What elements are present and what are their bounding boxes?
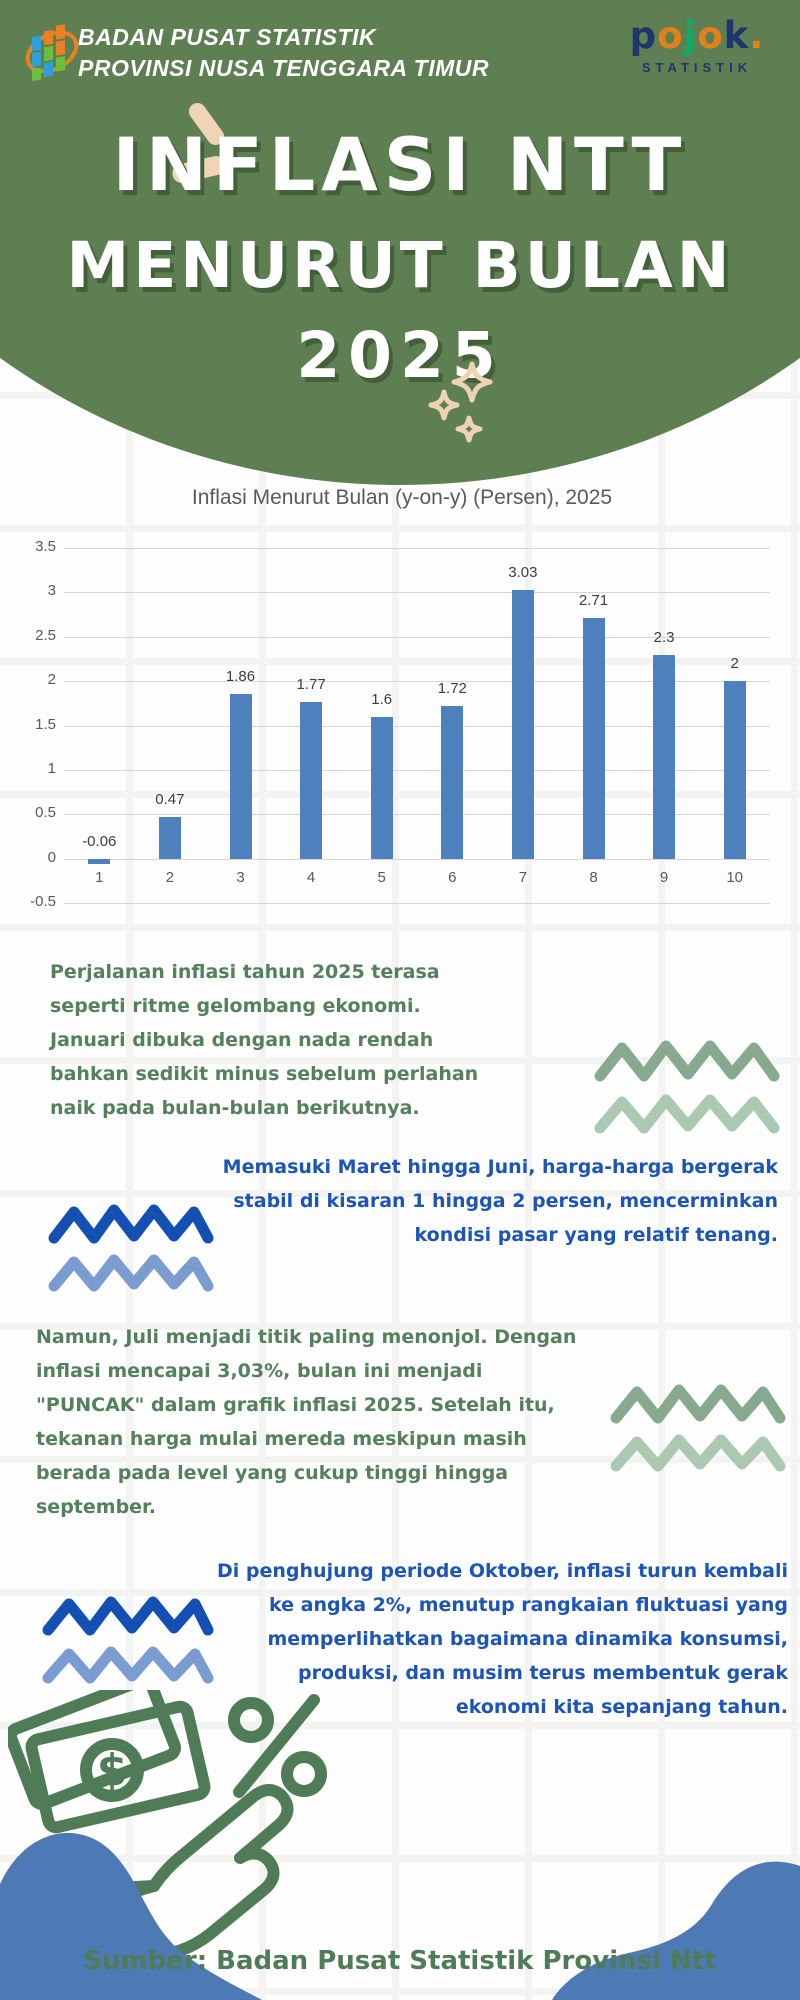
y-axis-tick-label: -0.5 [30,893,56,910]
x-axis-tick-label: 4 [306,868,316,886]
chart-bar [512,590,534,859]
title-line2: MENURUT BULAN [66,229,734,302]
corner-blob-right [552,1852,800,2000]
title-line3: 2025 [296,319,504,392]
paragraph-january: Perjalanan inflasi tahun 2025 terasa seperti ritme gelombang ekonomi. Januari dibuka dengan nada rendah bahkan sedikit minus sebelum perlahan naik pada bulan-bulan berikutnya. [50,961,479,1119]
chart-gridline [64,859,770,860]
chart-bar [300,702,322,859]
paragraph-march-june: Memasuki Maret hingga Juni, harga-harga bergerak stabil di kisaran 1 hingga 2 persen, mencerminkan kondisi pasar yang relatif tenang. [222,1156,778,1246]
page-title [0,112,800,400]
chart-bar [653,655,675,859]
y-axis-tick-label: 1.5 [35,715,56,733]
x-axis-tick-label: 10 [726,868,744,886]
x-axis-tick-label: 6 [448,868,457,886]
pojok-sub-label: STATISTIK [641,60,753,75]
bar-value-label: 2.71 [578,592,609,610]
x-axis-tick-label: 2 [165,868,175,886]
agency-line1: BADAN PUSAT STATISTIK [78,24,376,50]
pojok-letter: p [629,14,658,57]
pojok-wordmark [612,16,782,56]
zigzag-blue-icon [40,1588,215,1693]
y-axis-tick-label: 2 [47,671,56,689]
chart-gridline [64,548,770,549]
title-line1: INFLASI NTT [112,123,688,208]
y-axis-tick-label: 0 [47,848,56,866]
chart-bar [583,618,605,859]
bar-value-label: 1.72 [437,679,467,697]
chart-bar [88,859,110,864]
bar-value-label: 2 [730,655,739,673]
pojok-letter: . [749,14,765,57]
x-axis-tick-label: 5 [377,868,386,886]
x-axis-tick-label: 3 [236,868,245,886]
y-axis-tick-label: 2.5 [35,626,56,644]
x-axis-tick-label: 8 [589,868,598,886]
pojok-letter: o [697,14,724,57]
zigzag-blue-icon [46,1196,216,1301]
bar-value-label: 3.03 [508,563,538,581]
zigzag-green-icon [608,1376,788,1481]
pojok-letter: o [657,14,684,57]
chart-title: Inflasi Menurut Bulan (y-on-y) (Persen), 2025 [191,486,613,509]
chart-bar [159,817,181,859]
paragraph-july-peak: Namun, Juli menjadi titik paling menonjol. Dengan inflasi mencapai 3,03%, bulan ini menjadi "PUNCAK" dalam grafik inflasi 2025. Setelah itu, tekanan harga mulai mereda meskipun masih berada pada level yang cukup tinggi hingga september. [36,1326,577,1518]
x-axis-tick-label: 9 [659,868,669,886]
x-axis-tick-label: 7 [518,868,528,886]
y-axis-tick-label: 3.5 [35,538,56,555]
chart-gridline [64,592,770,593]
bar-value-label: 1.86 [225,667,256,685]
y-axis-tick-label: 0.5 [35,804,56,822]
bar-value-label: 1.77 [296,675,326,693]
sparkle-icon [424,360,502,450]
x-axis-tick-label: 1 [95,868,104,886]
chart-gridline [64,903,770,904]
bps-logo-icon [24,20,80,84]
chart-bar [441,706,463,859]
pojok-letter: k [723,14,750,57]
pojok-letter: j [683,14,698,57]
agency-line2: PROVINSI NUSA TENGGARA TIMUR [78,55,489,81]
paragraph-october-close: Di penghujung periode Oktober, inflasi turun kembali ke angka 2%, menutup rangkaian fluktuasi yang memperlihatkan bagaimana dinamika konsumsi, produksi, dan musim terus membentuk gerak ekonomi kita sepanjang tahun. [217,1560,788,1718]
agency-name [78,22,489,84]
zigzag-green-icon [592,1032,782,1142]
chart-bar [371,717,393,859]
bar-value-label: 2.3 [653,628,675,646]
bar-value-label: 0.47 [155,790,185,808]
y-axis-tick-label: 1 [47,759,56,777]
y-axis-tick-label: 3 [47,582,56,600]
dollar-sign: $ [96,1745,128,1796]
pojok-statistik-logo [612,16,782,75]
bar-chart [28,486,776,916]
chart-bar [724,681,746,859]
chart-bar [230,694,252,859]
source-caption: Sumber: Badan Pusat Statistik Provinsi Ntt [83,1946,717,1976]
percent-icon [234,1703,268,1737]
bar-value-label: 1.6 [371,690,393,708]
bar-value-label: -0.06 [82,832,117,850]
bps-logo-bars [32,24,65,81]
